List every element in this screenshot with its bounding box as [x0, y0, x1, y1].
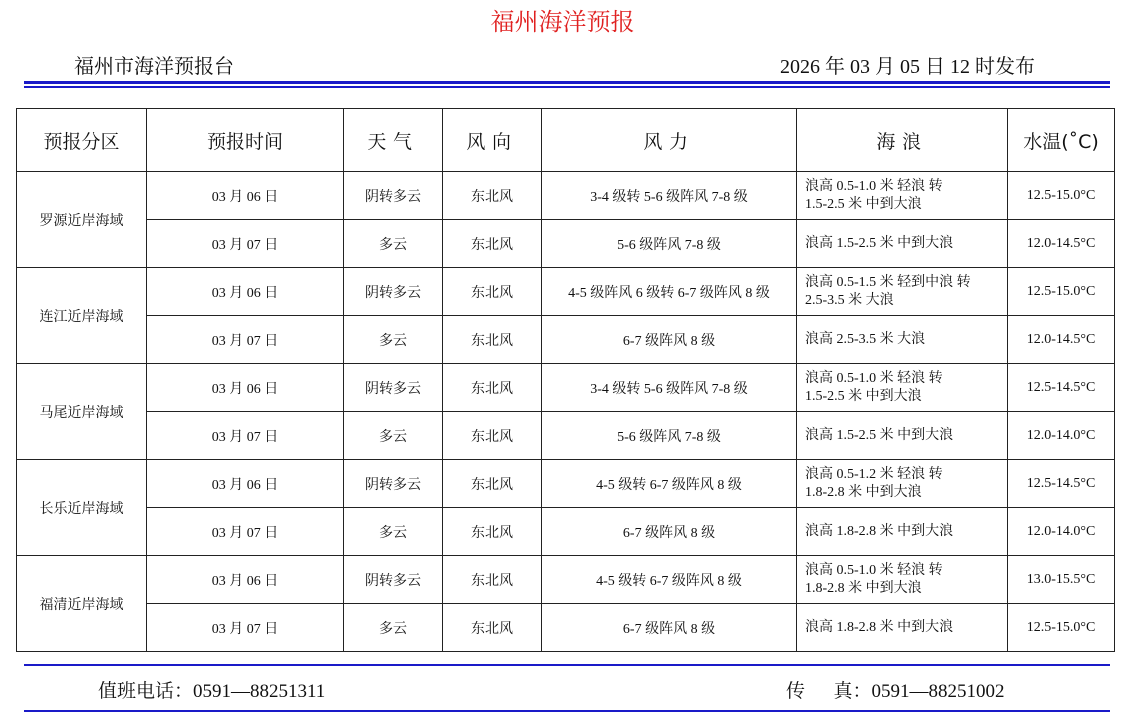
wind-direction-cell: 东北风: [443, 364, 542, 412]
weather-cell: 多云: [344, 220, 443, 268]
forecast-date: 03 月 06 日: [147, 556, 344, 604]
weather-cell: 多云: [344, 604, 443, 652]
wind-force-cell: 4-5 级转 6-7 级阵风 8 级: [542, 556, 797, 604]
footer-divider-top: [24, 664, 1110, 666]
forecast-date: 03 月 06 日: [147, 172, 344, 220]
forecast-date: 03 月 07 日: [147, 508, 344, 556]
region-name: 马尾近岸海域: [17, 364, 147, 460]
forecast-date: 03 月 06 日: [147, 460, 344, 508]
footer-divider-bottom: [24, 710, 1110, 712]
weather-cell: 多云: [344, 316, 443, 364]
wave-line-2: 1.8-2.8 米 中到大浪: [805, 484, 922, 500]
weather-cell: 阴转多云: [344, 556, 443, 604]
wave-cell: 浪高 1.8-2.8 米 中到大浪: [797, 604, 1008, 652]
wind-force-cell: 3-4 级转 5-6 级阵风 7-8 级: [542, 172, 797, 220]
col-header-wind-direction: 风向: [443, 109, 542, 172]
wave-cell: 浪高 1.5-2.5 米 中到大浪: [797, 220, 1008, 268]
water-temp-cell: 12.0-14.5°C: [1008, 220, 1115, 268]
wind-direction-cell: 东北风: [443, 412, 542, 460]
wind-force-cell: 3-4 级转 5-6 级阵风 7-8 级: [542, 364, 797, 412]
page-title: 福州海洋预报: [490, 10, 635, 36]
col-header-wind-force: 风力: [542, 109, 797, 172]
water-temp-cell: 12.5-15.0°C: [1008, 172, 1115, 220]
wind-direction-cell: 东北风: [443, 316, 542, 364]
wind-force-cell: 5-6 级阵风 7-8 级: [542, 220, 797, 268]
wave-line-2: 2.5-3.5 米 大浪: [805, 292, 894, 308]
wind-force-cell: 6-7 级阵风 8 级: [542, 316, 797, 364]
table-row: [17, 556, 1115, 604]
col-header-region: 预报分区: [17, 109, 147, 172]
table-row: [17, 364, 1115, 412]
weather-cell: 阴转多云: [344, 460, 443, 508]
table-row: [17, 412, 1115, 460]
wave-cell: [797, 364, 1008, 412]
forecast-date: 03 月 06 日: [147, 364, 344, 412]
forecast-table: [16, 108, 1115, 652]
col-header-time: 预报时间: [147, 109, 344, 172]
water-temp-cell: 12.5-15.0°C: [1008, 268, 1115, 316]
region-name: 长乐近岸海域: [17, 460, 147, 556]
fax-number: 传 真：0591—88251002: [786, 681, 1005, 702]
water-temp-cell: 12.0-14.0°C: [1008, 412, 1115, 460]
col-header-weather: 天气: [344, 109, 443, 172]
wave-line-1: 浪高 0.5-1.0 米 轻浪 转: [805, 370, 943, 386]
wave-cell: [797, 172, 1008, 220]
forecast-date: 03 月 07 日: [147, 316, 344, 364]
region-name: 福清近岸海域: [17, 556, 147, 652]
wind-force-cell: 5-6 级阵风 7-8 级: [542, 412, 797, 460]
wave-cell: [797, 268, 1008, 316]
wind-force-cell: 4-5 级阵风 6 级转 6-7 级阵风 8 级: [542, 268, 797, 316]
issue-time: 2026 年 03 月 05 日 12 时发布: [780, 56, 1035, 78]
forecast-date: 03 月 07 日: [147, 220, 344, 268]
wind-force-cell: 6-7 级阵风 8 级: [542, 508, 797, 556]
wave-line-1: 浪高 0.5-1.2 米 轻浪 转: [805, 466, 943, 482]
wave-line-2: 1.8-2.8 米 中到大浪: [805, 580, 922, 596]
wind-direction-cell: 东北风: [443, 268, 542, 316]
table-row: [17, 460, 1115, 508]
wave-cell: 浪高 1.8-2.8 米 中到大浪: [797, 508, 1008, 556]
table-row: [17, 172, 1115, 220]
forecast-date: 03 月 07 日: [147, 604, 344, 652]
table-header-row: [17, 109, 1115, 172]
wave-cell: [797, 556, 1008, 604]
wind-direction-cell: 东北风: [443, 604, 542, 652]
wind-force-cell: 6-7 级阵风 8 级: [542, 604, 797, 652]
wave-cell: 浪高 2.5-3.5 米 大浪: [797, 316, 1008, 364]
table-row: [17, 604, 1115, 652]
wind-direction-cell: 东北风: [443, 172, 542, 220]
water-temp-cell: 12.5-14.5°C: [1008, 364, 1115, 412]
header-divider-thin: [24, 86, 1110, 88]
wave-line-1: 浪高 0.5-1.5 米 轻到中浪 转: [805, 274, 971, 290]
water-temp-cell: 12.5-15.0°C: [1008, 604, 1115, 652]
table-row: [17, 220, 1115, 268]
weather-cell: 多云: [344, 412, 443, 460]
wave-line-2: 1.5-2.5 米 中到大浪: [805, 388, 922, 404]
region-name: 连江近岸海域: [17, 268, 147, 364]
table-row: [17, 316, 1115, 364]
header-divider-thick: [24, 81, 1110, 84]
weather-cell: 多云: [344, 508, 443, 556]
region-name: 罗源近岸海域: [17, 172, 147, 268]
wind-direction-cell: 东北风: [443, 556, 542, 604]
table-row: [17, 268, 1115, 316]
wave-line-1: 浪高 0.5-1.0 米 轻浪 转: [805, 562, 943, 578]
water-temp-cell: 12.5-14.5°C: [1008, 460, 1115, 508]
wind-force-cell: 4-5 级转 6-7 级阵风 8 级: [542, 460, 797, 508]
wave-cell: [797, 460, 1008, 508]
col-header-wave: 海浪: [797, 109, 1008, 172]
wave-line-2: 1.5-2.5 米 中到大浪: [805, 196, 922, 212]
wind-direction-cell: 东北风: [443, 220, 542, 268]
water-temp-cell: 12.0-14.0°C: [1008, 508, 1115, 556]
water-temp-cell: 12.0-14.5°C: [1008, 316, 1115, 364]
forecast-date: 03 月 06 日: [147, 268, 344, 316]
col-header-water-temp: 水温(˚C): [1008, 109, 1115, 172]
weather-cell: 阴转多云: [344, 172, 443, 220]
wave-line-1: 浪高 0.5-1.0 米 轻浪 转: [805, 178, 943, 194]
forecast-date: 03 月 07 日: [147, 412, 344, 460]
table-row: [17, 508, 1115, 556]
weather-cell: 阴转多云: [344, 268, 443, 316]
organization-name: 福州市海洋预报台: [74, 56, 234, 78]
wind-direction-cell: 东北风: [443, 460, 542, 508]
duty-phone: 值班电话：0591—88251311: [98, 681, 326, 702]
water-temp-cell: 13.0-15.5°C: [1008, 556, 1115, 604]
wind-direction-cell: 东北风: [443, 508, 542, 556]
weather-cell: 阴转多云: [344, 364, 443, 412]
wave-cell: 浪高 1.5-2.5 米 中到大浪: [797, 412, 1008, 460]
